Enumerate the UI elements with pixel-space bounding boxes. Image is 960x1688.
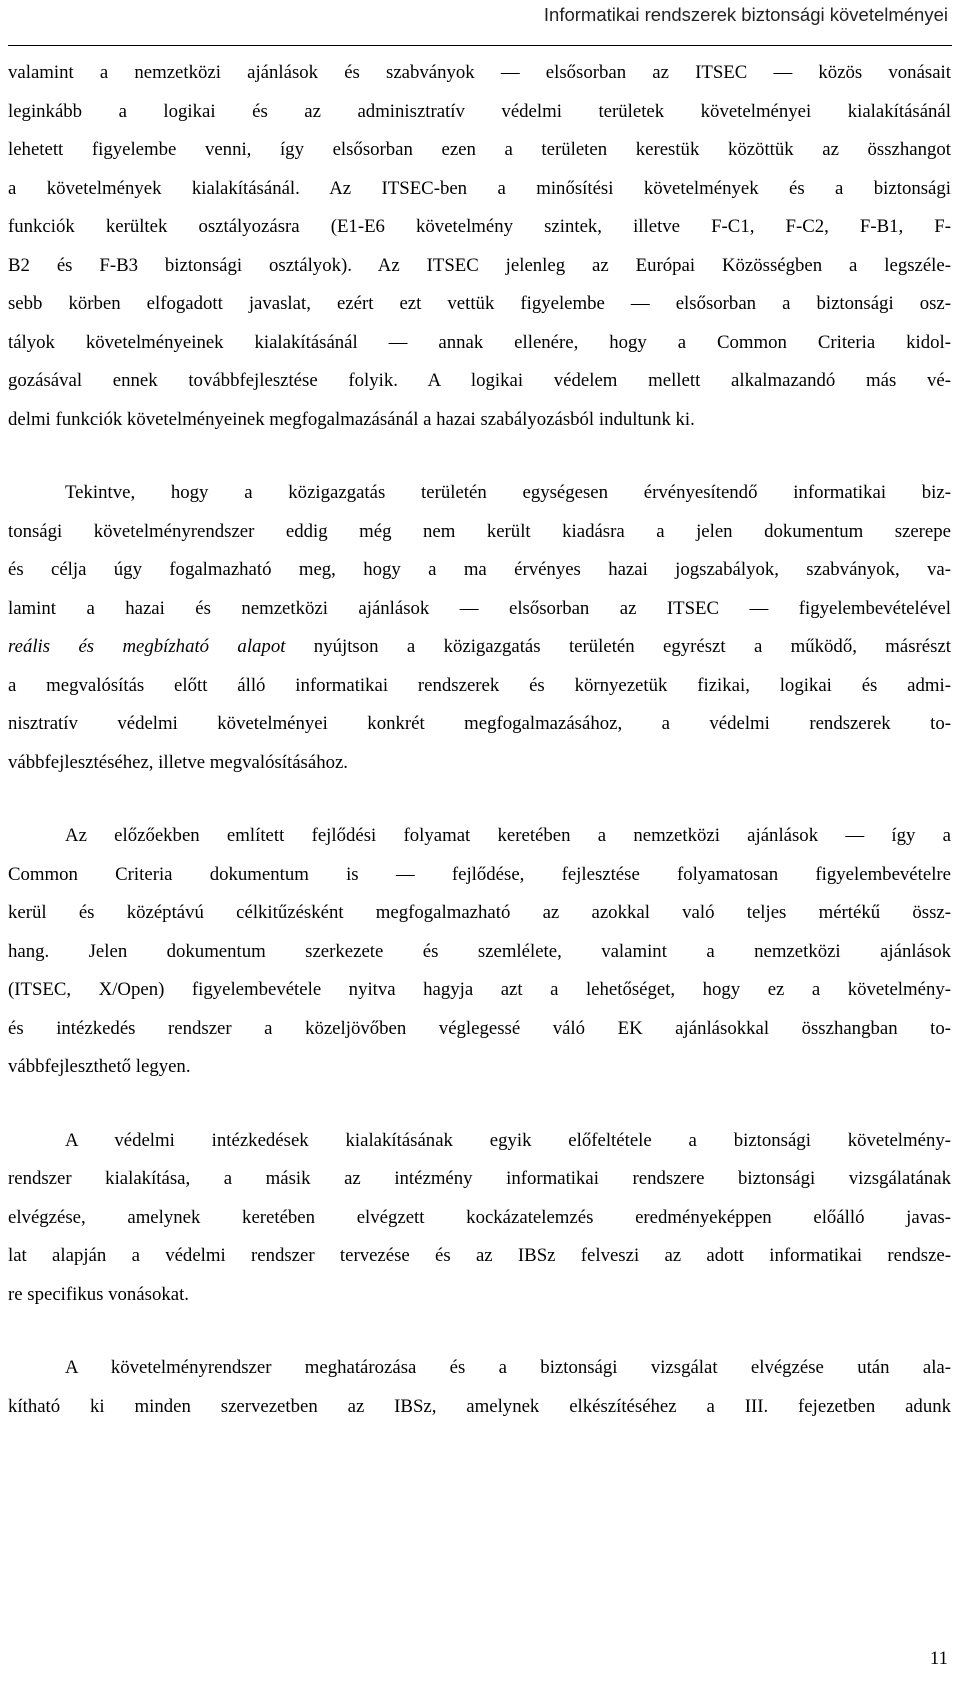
text-line: sebb körben elfogadott javaslat, ezért ezt vettük figyelembe — elsősorban a biztonsági osz- xyxy=(8,293,951,314)
text-line: vábbfejleszthető legyen. xyxy=(8,1056,191,1077)
text-line: lamint a hazai és nemzetközi ajánlások — elsősorban az ITSEC — figyelembevételével xyxy=(8,597,951,619)
text-line: A követelményrendszer meghatározása és a biztonsági vizsgálat elvégzése után ala- xyxy=(65,1357,951,1378)
paragraph-1 xyxy=(8,54,951,439)
running-header-title: Informatikai rendszerek biztonsági követelményei xyxy=(543,4,948,25)
text-line xyxy=(8,628,951,667)
text-run: nyújtson a közigazgatás területén egyrészt a működő, másrészt xyxy=(285,636,951,657)
text-line: a követelmények kialakításánál. Az ITSEC-ben a minősítési követelmények és a biztonsági xyxy=(8,177,951,199)
paragraph-2 xyxy=(8,474,951,782)
text-line: gozásával ennek továbbfejlesztése folyik. A logikai védelem mellett alkalmazandó más vé- xyxy=(8,370,951,391)
paragraph-3 xyxy=(8,817,951,1087)
text-line: Az előzőekben említett fejlődési folyamat keretében a nemzetközi ajánlások — így a xyxy=(65,825,951,846)
text-line: funkciók kerültek osztályozásra (E1-E6 követelmény szintek, illetve F-C1, F-C2, F-B1, F- xyxy=(8,216,951,237)
text-line: rendszer kialakítása, a másik az intézmény informatikai rendszere biztonsági vizsgálatának xyxy=(8,1168,951,1189)
text-line: tonsági követelményrendszer eddig még nem került kiadásra a jelen dokumentum szerepe xyxy=(8,520,951,542)
header-rule xyxy=(8,45,952,46)
text-line: és intézkedés rendszer a közeljövőben véglegessé váló EK ajánlásokkal összhangban to- xyxy=(8,1017,951,1039)
text-line: lat alapján a védelmi rendszer tervezése és az IBSz felveszi az adott informatikai rendsze- xyxy=(8,1245,951,1266)
text-line: lehetett figyelembe venni, így elsősorban ezen a területen kerestük közöttük az összhangot xyxy=(8,139,951,160)
text-line: leginkább a logikai és az adminisztratív védelmi területek követelményei kialakításánál xyxy=(8,100,951,122)
text-line: vábbfejlesztéséhez, illetve megvalósításához. xyxy=(8,751,349,773)
text-line: (ITSEC, X/Open) figyelembevétele nyitva hagyja azt a lehetőséget, hogy ez a követelmény- xyxy=(8,979,951,1000)
text-line: tályok követelményeinek kialakításánál — annak ellenére, hogy a Common Criteria kidol- xyxy=(8,331,951,353)
text-line: Common Criteria dokumentum is — fejlődése, fejlesztése folyamatosan figyelembevételre xyxy=(8,863,951,885)
text-line: B2 és F-B3 biztonsági osztályok). Az ITSEC jelenleg az Európai Közösségben a legszéle- xyxy=(8,254,951,276)
text-line: Tekintve, hogy a közigazgatás területén egységesen érvényesítendő informatikai biz- xyxy=(65,482,951,503)
page-number: 11 xyxy=(929,1648,948,1669)
body-text xyxy=(8,54,951,1461)
text-line: a megvalósítás előtt álló informatikai rendszerek és környezetük fizikai, logikai és admi- xyxy=(8,674,951,696)
text-line: kerül és középtávú célkitűzésként megfogalmazható az azokkal való teljes mértékű össz- xyxy=(8,902,951,923)
text-line: és célja úgy fogalmazható meg, hogy a ma érvényes hazai jogszabályok, szabványok, va- xyxy=(8,559,951,580)
text-line: delmi funkciók követelményeinek megfogalmazásánál a hazai szabályozásból indultunk ki. xyxy=(8,408,695,430)
text-line: A védelmi intézkedések kialakításának egyik előfeltétele a biztonsági követelmény- xyxy=(65,1129,951,1151)
paragraph-4 xyxy=(8,1122,951,1315)
text-line: valamint a nemzetközi ajánlások és szabványok — elsősorban az ITSEC — közös vonásait xyxy=(8,62,951,83)
text-line: kítható ki minden szervezetben az IBSz, amelynek elkészítéséhez a III. fejezetben adunk xyxy=(8,1395,951,1417)
italic-phrase: reális és megbízható alapot xyxy=(8,636,286,657)
text-line: elvégzése, amelynek keretében elvégzett kockázatelemzés eredményeképpen előálló javas- xyxy=(8,1206,951,1228)
page-header xyxy=(0,0,960,46)
text-line: nisztratív védelmi követelményei konkrét megfogalmazásához, a védelmi rendszerek to- xyxy=(8,713,951,734)
paragraph-5 xyxy=(8,1349,951,1426)
text-line: hang. Jelen dokumentum szerkezete és szemlélete, valamint a nemzetközi ajánlások xyxy=(8,940,951,962)
text-line: re specifikus vonásokat. xyxy=(8,1283,189,1305)
